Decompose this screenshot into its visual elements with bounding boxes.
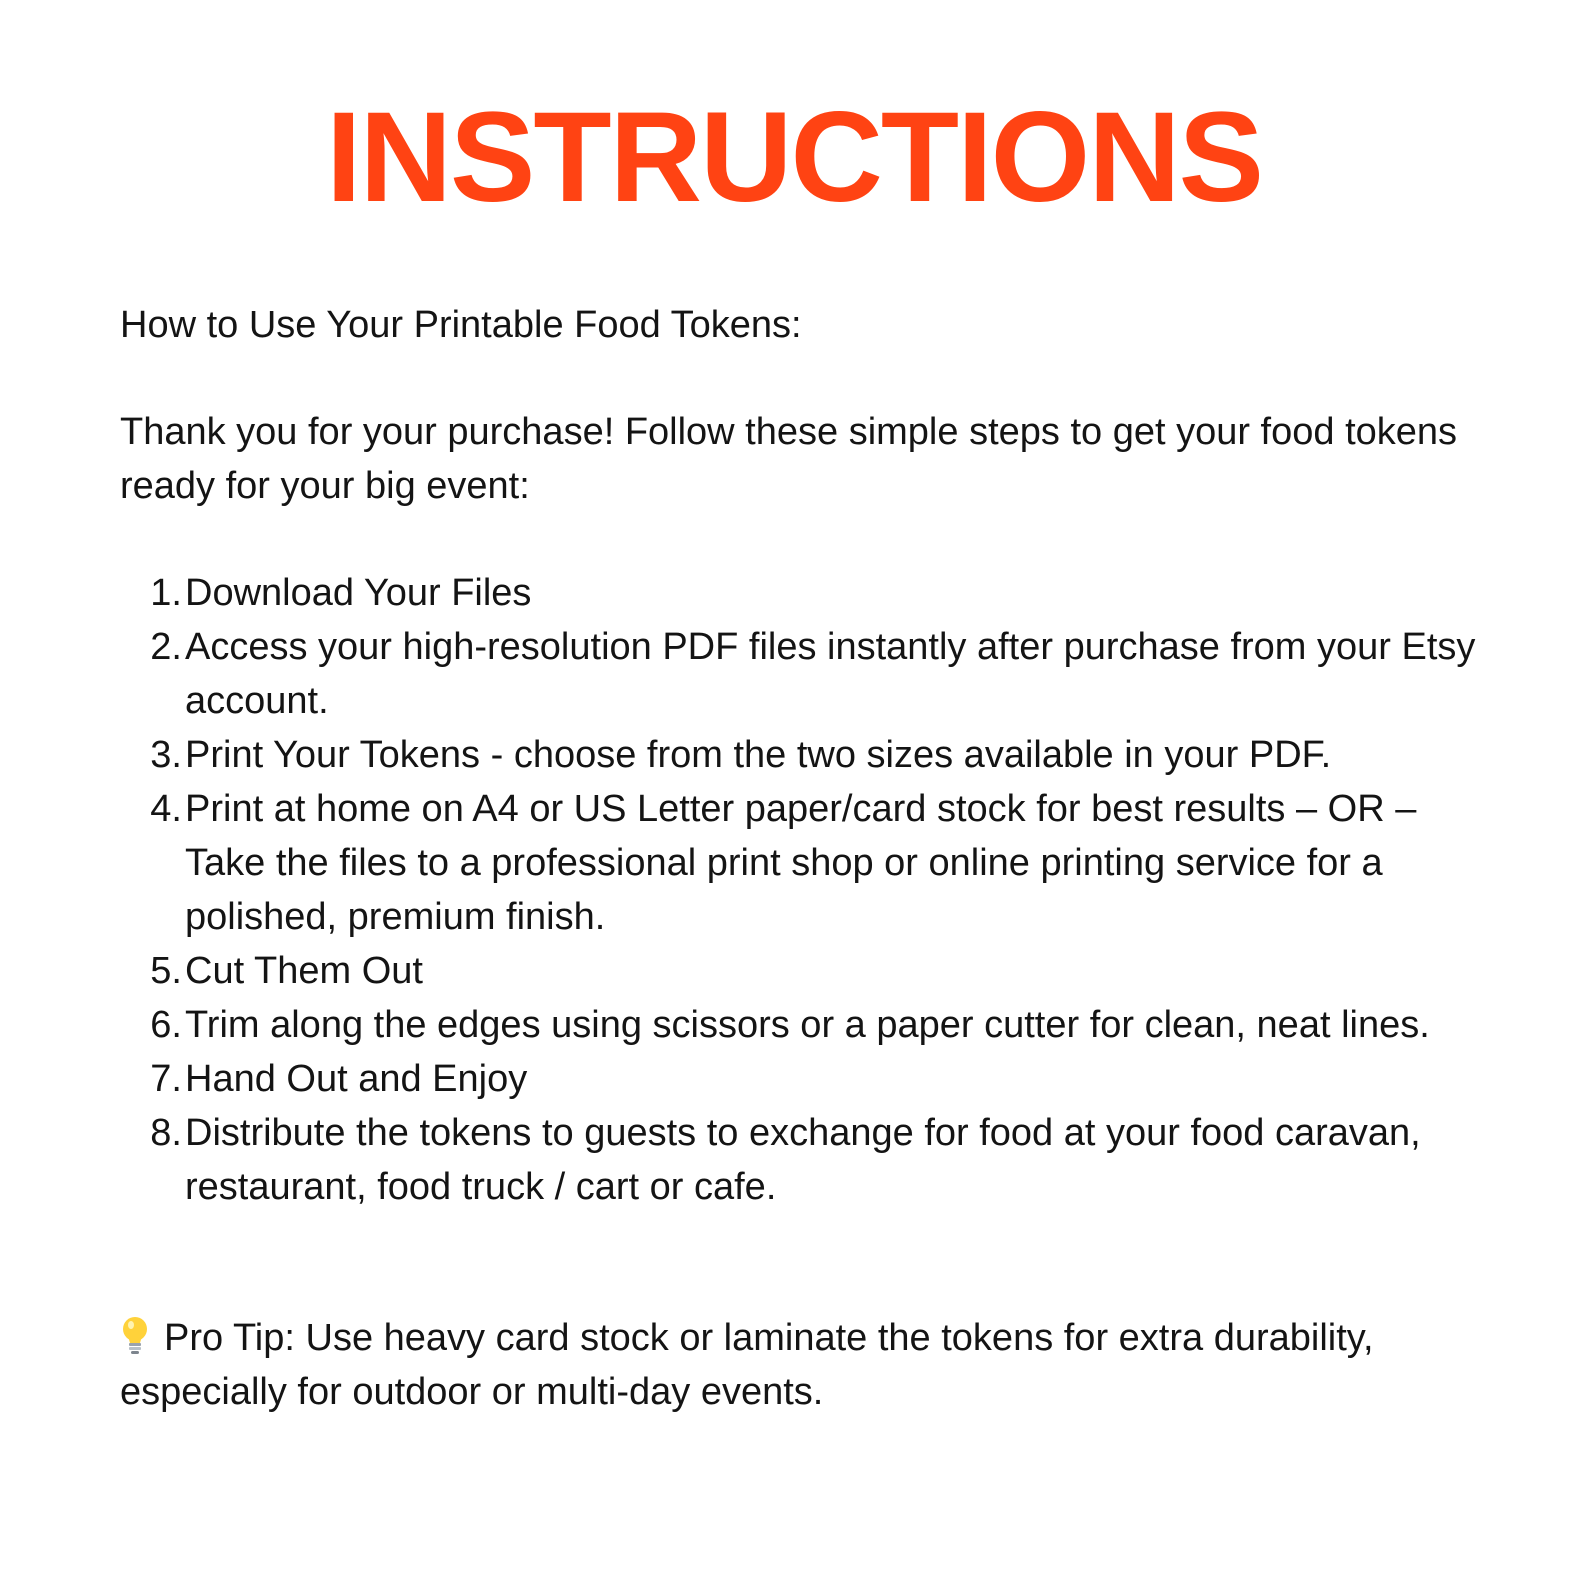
lightbulb-icon — [120, 1316, 150, 1356]
pro-tip-text: Pro Tip: Use heavy card stock or laminate the tokens for extra durability, especially for outdoor or multi-day events. — [120, 1317, 1374, 1413]
step-number: 7. — [150, 1058, 182, 1100]
list-item — [120, 998, 1490, 1052]
list-item — [120, 728, 1490, 782]
step-number: 6. — [150, 1004, 182, 1046]
list-item — [120, 566, 1490, 620]
step-number: 3. — [150, 734, 182, 776]
list-item — [120, 944, 1490, 998]
intro-text: Thank you for your purchase! Follow these simple steps to get your food tokens ready for your big event: — [120, 411, 1458, 507]
pro-tip — [120, 1311, 1460, 1419]
list-item — [120, 1052, 1490, 1106]
list-item — [120, 1106, 1490, 1214]
step-text: Trim along the edges using scissors or a paper cutter for clean, neat lines. — [185, 1004, 1430, 1046]
step-number: 2. — [150, 626, 182, 668]
step-text: Access your high-resolution PDF files instantly after purchase from your Etsy account. — [185, 626, 1476, 722]
step-number: 4. — [150, 788, 182, 830]
step-number: 8. — [150, 1112, 182, 1154]
list-item — [120, 782, 1490, 944]
subheading: How to Use Your Printable Food Tokens: — [120, 304, 802, 346]
steps-list — [120, 566, 1490, 1214]
step-text: Print Your Tokens - choose from the two sizes available in your PDF. — [185, 734, 1332, 776]
step-number: 5. — [150, 950, 182, 992]
step-text: Download Your Files — [185, 572, 532, 614]
step-text: Hand Out and Enjoy — [185, 1058, 528, 1100]
list-item — [120, 620, 1490, 728]
page-title: INSTRUCTIONS — [326, 86, 1262, 229]
step-text: Cut Them Out — [185, 950, 423, 992]
step-text: Distribute the tokens to guests to exchange for food at your food caravan, restaurant, food truck / cart or cafe. — [185, 1112, 1421, 1208]
step-text: Print at home on A4 or US Letter paper/card stock for best results – OR – Take the files to a professional print shop or online printing service for a polished, premium finish. — [185, 788, 1417, 938]
step-number: 1. — [150, 572, 182, 614]
